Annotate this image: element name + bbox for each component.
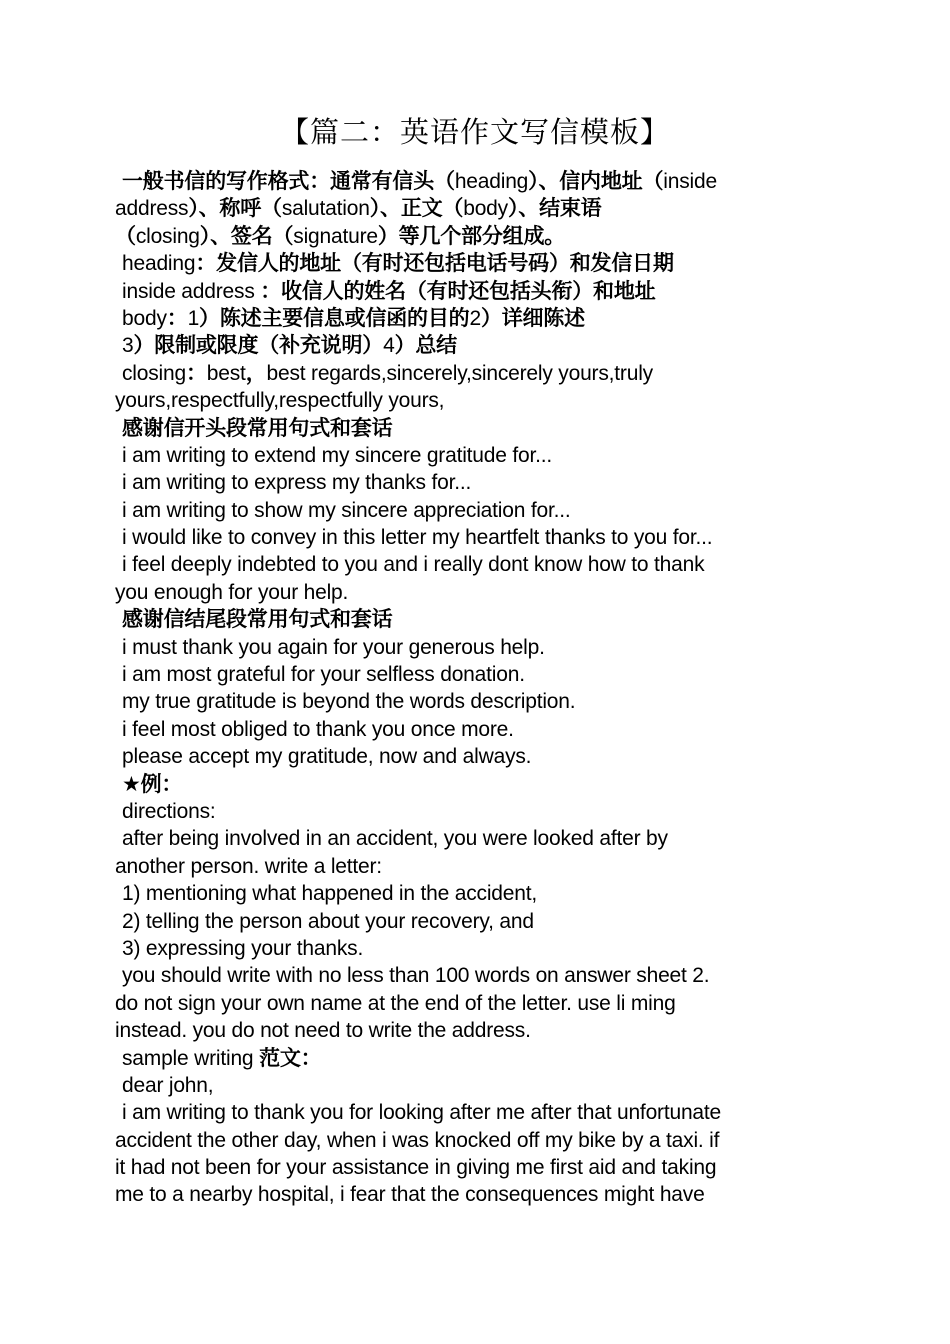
text-segment: i am writing to thank you for looking after me after that unfortunate [122,1101,722,1125]
text-line [115,497,835,524]
text-line [115,743,835,770]
bold-text-segment: ）等几个部分组成。 [377,224,566,248]
text-line [115,935,835,962]
text-segment: after being involved in an accident, you were looked after by [122,827,668,851]
bold-text-segment: ）、称呼（ [188,197,282,221]
text-segment: 1 [187,306,200,330]
text-segment: i would like to convey in this letter my heartfelt thanks to you for... [122,526,713,550]
text-segment: 4 [383,334,395,358]
text-line [115,195,835,222]
text-segment: you should write with no less than 100 words on answer sheet 2. [122,964,710,988]
text-segment: yours,respectfully,respectfully yours, [115,389,445,413]
document-body [115,168,835,1209]
text-line [115,1181,835,1208]
text-segment: i feel most obliged to thank you once more. [122,717,514,741]
text-line [115,1045,835,1072]
text-line [115,853,835,880]
text-line [115,716,835,743]
bold-text-segment: ）、签名（ [199,224,294,248]
text-segment: 1) mentioning what happened in the accident, [122,882,537,906]
text-segment: i am writing to extend my sincere gratitude for... [122,443,553,467]
bold-text-segment: 一般书信的写作格式：通常有信头（ [122,170,455,193]
bold-text-segment: ）总结 [394,334,457,358]
text-segment: body [463,197,508,221]
text-segment: salutation [281,197,370,221]
bold-text-segment: 感谢信开头段常用句式和套话 [122,416,393,440]
bold-text-segment: ★例： [122,772,183,796]
text-line [115,771,835,798]
text-line [115,551,835,578]
text-segment: directions: [122,799,216,823]
text-line [115,168,835,195]
bold-text-segment: ）、结束语 [507,197,602,221]
text-line [115,908,835,935]
text-line [115,469,835,496]
bold-text-segment: ）限制或限度（补充说明） [133,334,384,358]
text-segment: please accept my gratitude, now and always. [122,745,532,769]
bold-text-segment: ）陈述主要信息或信函的目的 [199,306,470,330]
bold-text-segment: ：发信人的地址（有时还包括电话号码）和发信日期 [195,252,674,276]
bold-text-segment: 感谢信结尾段常用句式和套话 [122,608,393,632]
text-line [115,387,835,414]
text-segment: signature [293,224,378,248]
text-segment: best [206,361,246,385]
text-segment: i am writing to express my thanks for... [122,471,472,495]
text-line [115,278,835,305]
text-line [115,606,835,633]
bold-text-segment: ， [245,361,267,385]
text-line [115,990,835,1017]
page-title: 【篇二：英语作文写信模板】 [279,115,670,149]
bold-text-segment: ： [166,306,188,330]
text-line [115,962,835,989]
text-line [115,661,835,688]
text-segment: closing [135,224,200,248]
text-line [115,360,835,387]
text-segment: best regards,sincerely,sincerely yours,truly [266,361,653,385]
text-line [115,305,835,332]
text-line [115,250,835,277]
bold-text-segment: （ [115,224,136,248]
text-line [115,880,835,907]
text-line [115,442,835,469]
text-segment: another person. write a letter: [115,854,382,878]
text-segment: heading [454,170,529,193]
text-segment: heading [122,252,196,276]
text-segment: 3) expressing your thanks. [122,936,364,960]
text-line [115,332,835,359]
text-segment: i feel deeply indebted to you and i really dont know how to thank [122,553,705,577]
text-segment: me to a nearby hospital, i fear that the consequences might have [115,1183,705,1207]
text-line [115,1072,835,1099]
text-line [115,1127,835,1154]
text-line [115,1154,835,1181]
text-line [115,579,835,606]
bold-text-segment: ：收信人的姓名（有时还包括头衔）和地址 [260,279,656,303]
text-segment: do not sign your own name at the end of the letter. use li ming [115,991,676,1015]
bold-text-segment: ）、信内地址（ [528,170,664,193]
text-segment: my true gratitude is beyond the words description. [122,690,576,714]
text-segment: 2 [469,306,481,330]
text-line [115,634,835,661]
text-line [115,825,835,852]
text-segment: address [115,197,189,221]
text-segment: i am writing to show my sincere appreciation for... [122,498,571,522]
text-segment: accident the other day, when i was knocked off my bike by a taxi. if [115,1128,720,1152]
text-segment: 3 [122,334,134,358]
text-line [115,1017,835,1044]
bold-text-segment: ）详细陈述 [480,306,585,330]
text-segment: inside [663,170,717,193]
text-line [115,415,835,442]
text-line [115,524,835,551]
bold-text-segment: ）、正文（ [369,197,464,221]
text-segment: closing [122,361,186,385]
text-segment: dear john, [122,1073,214,1097]
text-line [115,223,835,250]
bold-text-segment: ： [185,361,207,385]
text-segment: inside address [122,279,261,303]
bold-text-segment: 范文： [259,1046,322,1070]
text-segment: body [122,306,167,330]
text-line [115,1099,835,1126]
text-segment: 2) telling the person about your recovery, and [122,909,534,933]
text-segment: i must thank you again for your generous help. [122,635,545,659]
text-line [115,688,835,715]
text-segment: you enough for your help. [115,580,349,604]
text-segment: i am most grateful for your selfless donation. [122,663,525,687]
text-segment: instead. you do not need to write the address. [115,1019,531,1043]
text-segment: it had not been for your assistance in giving me first aid and taking [115,1156,717,1180]
text-segment: sample writing [122,1046,260,1070]
text-line [115,798,835,825]
